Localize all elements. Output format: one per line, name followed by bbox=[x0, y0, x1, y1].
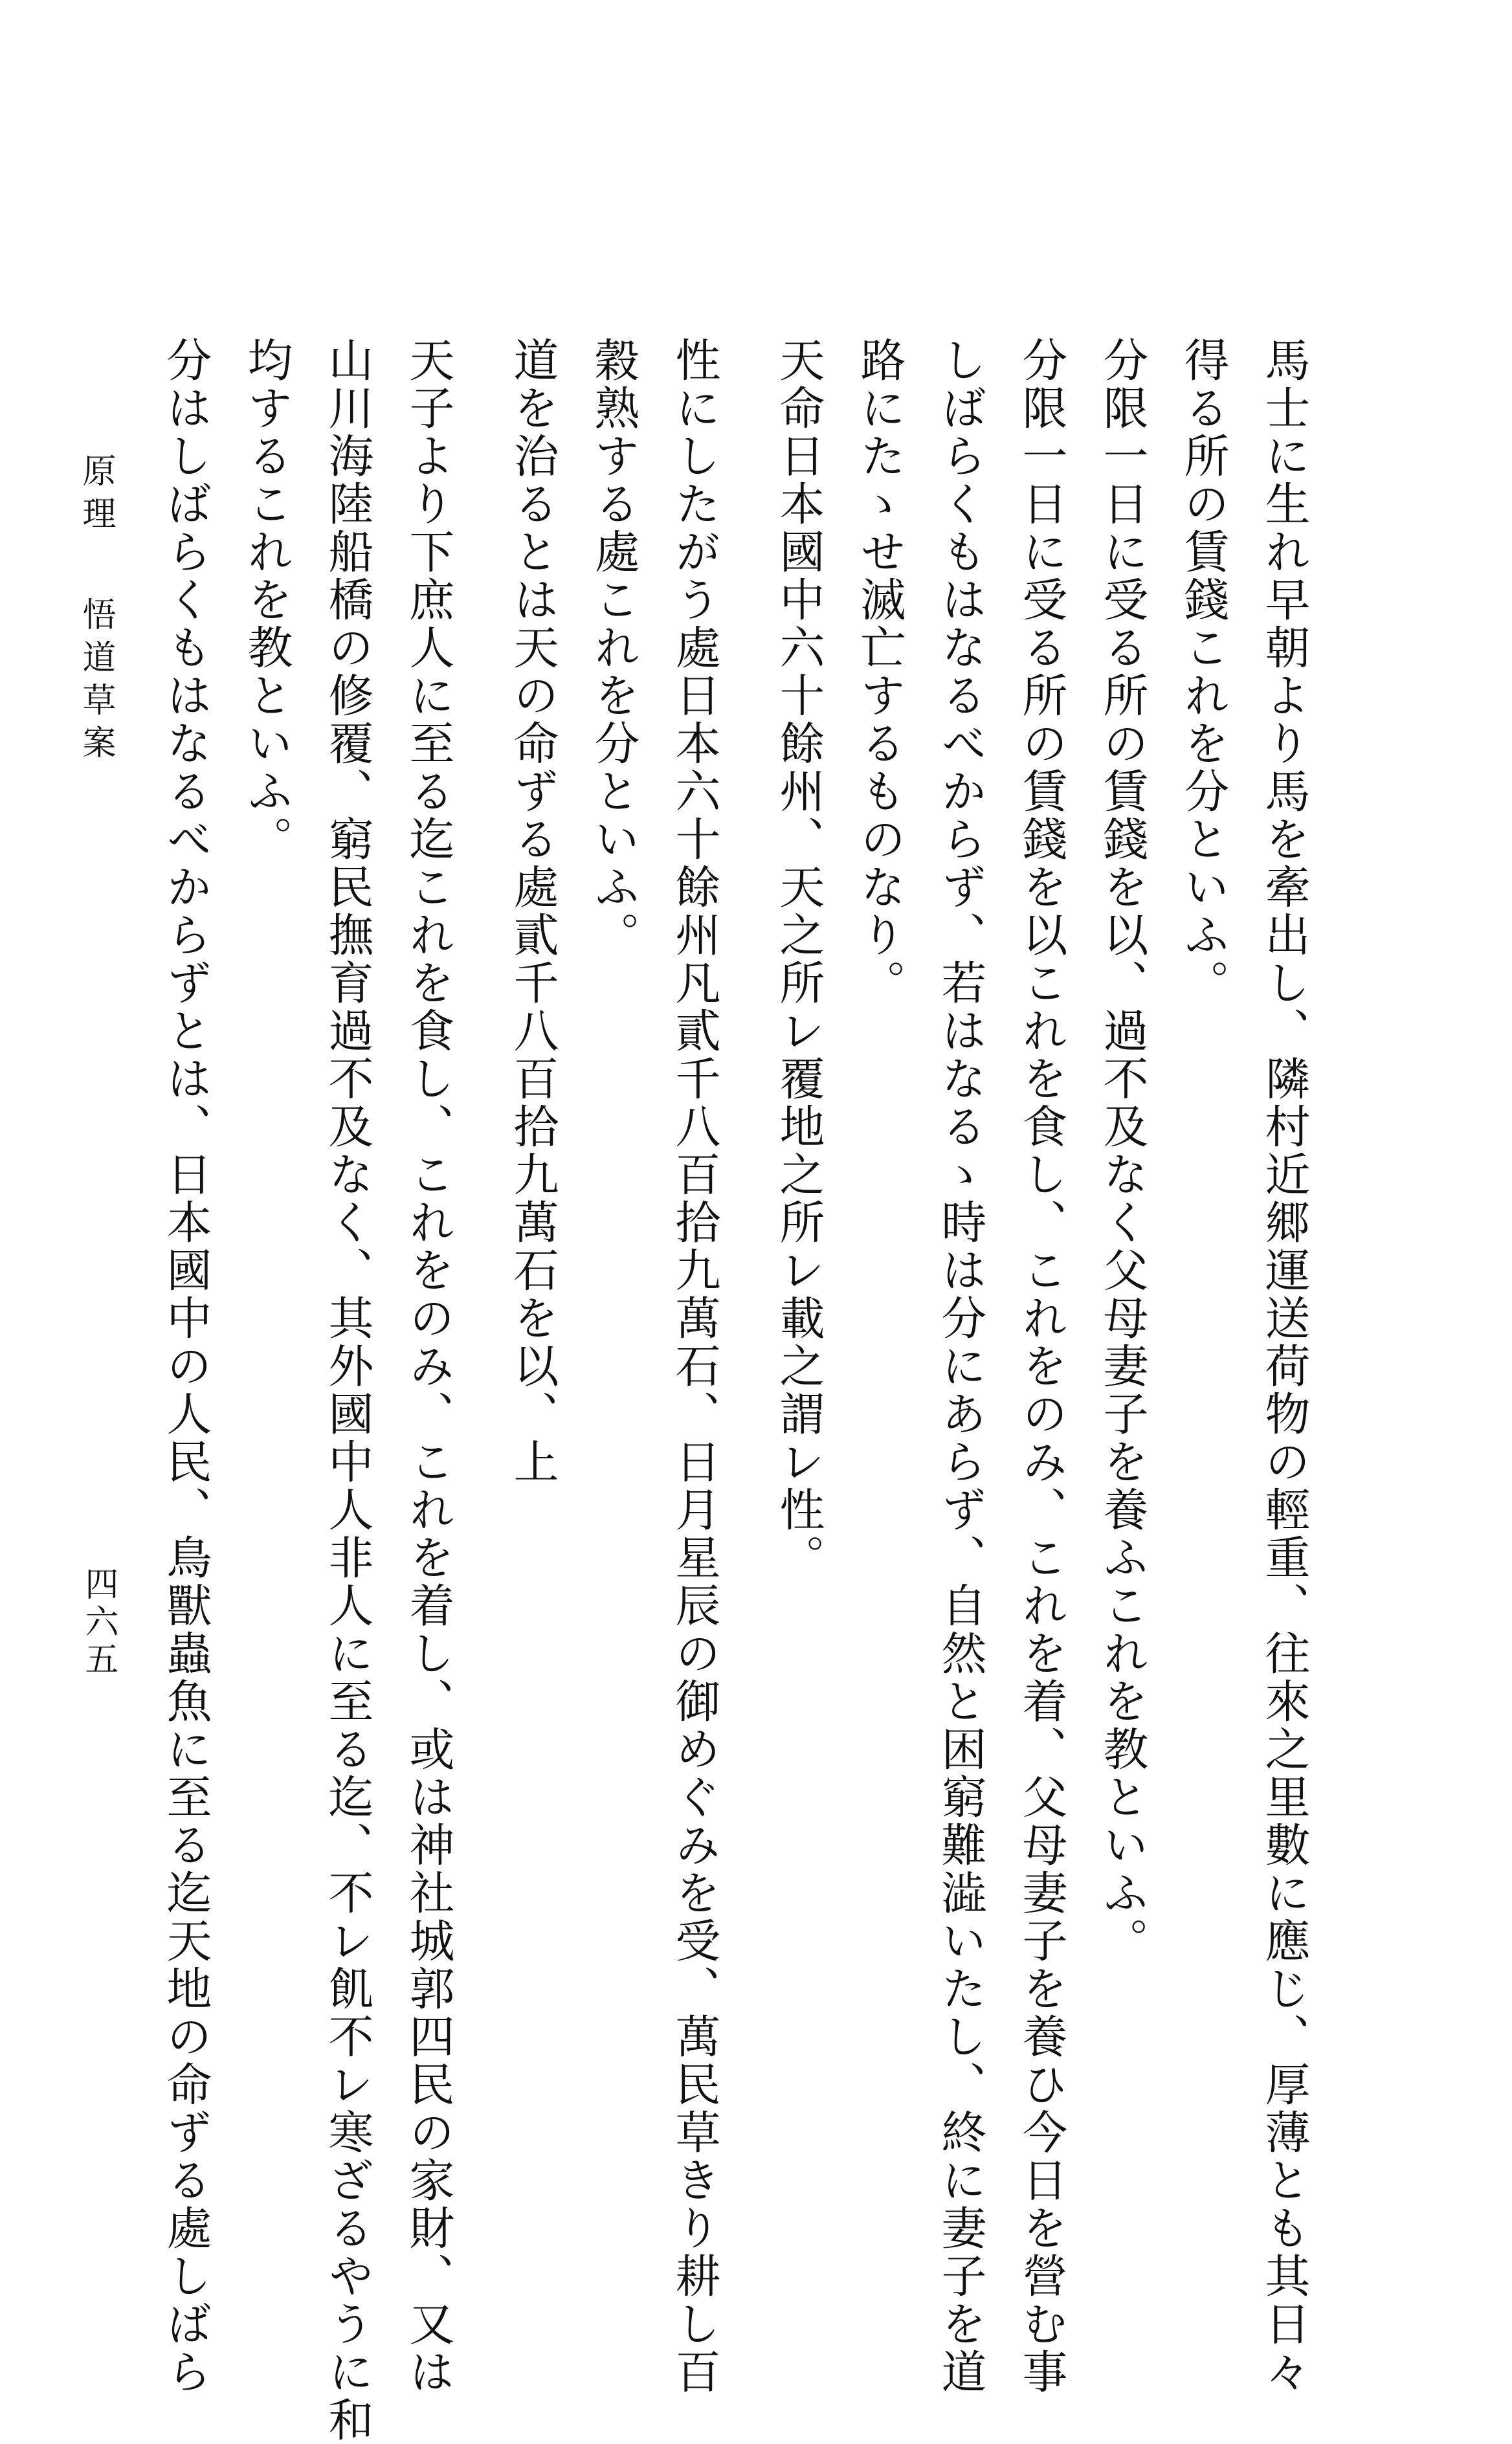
section-label: 原理 bbox=[76, 453, 115, 539]
text-line: 得る所の賃錢これを分といふ。 bbox=[1177, 337, 1230, 1007]
text-line: 分限一日に受る所の賃錢を以、過不及なく父母妻子を養ふこれを教といふ。 bbox=[1096, 337, 1149, 1965]
text-line: 分限一日に受る所の賃錢を以これを食し、これをのみ、これを着、父母妻子を養ひ今日を營む事 bbox=[1015, 337, 1068, 2396]
text-line: 穀熟する處これを分といふ。 bbox=[587, 337, 640, 959]
text-line: しばらくもはなるべからず、若はなるゝ時は分にあらず、自然と困窮難澁いたし、終に妻子を道 bbox=[934, 337, 987, 2396]
text-line: 分はしばらくもはなるべからずとは、日本國中の人民、鳥獸蟲魚に至る迄天地の命ずる處しばら bbox=[159, 337, 212, 2396]
main-text-block bbox=[145, 337, 1324, 2444]
text-line: 天子より下庶人に至る迄これを食し、これをのみ、これを着し、或は神社城郭四民の家財、又は bbox=[402, 337, 455, 2396]
text-line: 性にしたがう處日本六十餘州凡貳千八百拾九萬石、日月星辰の御めぐみを受、萬民草きり耕し百 bbox=[668, 337, 721, 2396]
text-line: 馬士に生れ早朝より馬を牽出し、隣村近郷運送荷物の輕重、往來之里數に應じ、厚薄とも其日々 bbox=[1258, 337, 1311, 2396]
text-line: 山川海陸船橋の修覆、窮民撫育過不及なく、其外國中人非人に至る迄、不レ飢不レ寒ざるやうに和 bbox=[321, 337, 374, 2444]
running-footer bbox=[70, 453, 122, 768]
text-line: 道を治るとは天の命ずる處貳千八百拾九萬石を以、上 bbox=[506, 337, 559, 1486]
page-number: 四六五 bbox=[79, 1566, 118, 1679]
text-line: 路にたゝせ滅亡するものなり。 bbox=[853, 337, 906, 1007]
work-title: 悟道草案 bbox=[76, 597, 115, 768]
text-line: 均するこれを教といふ。 bbox=[240, 337, 293, 863]
text-line: 天命日本國中六十餘州、天之所レ覆地之所レ載之謂レ性。 bbox=[772, 337, 825, 1582]
